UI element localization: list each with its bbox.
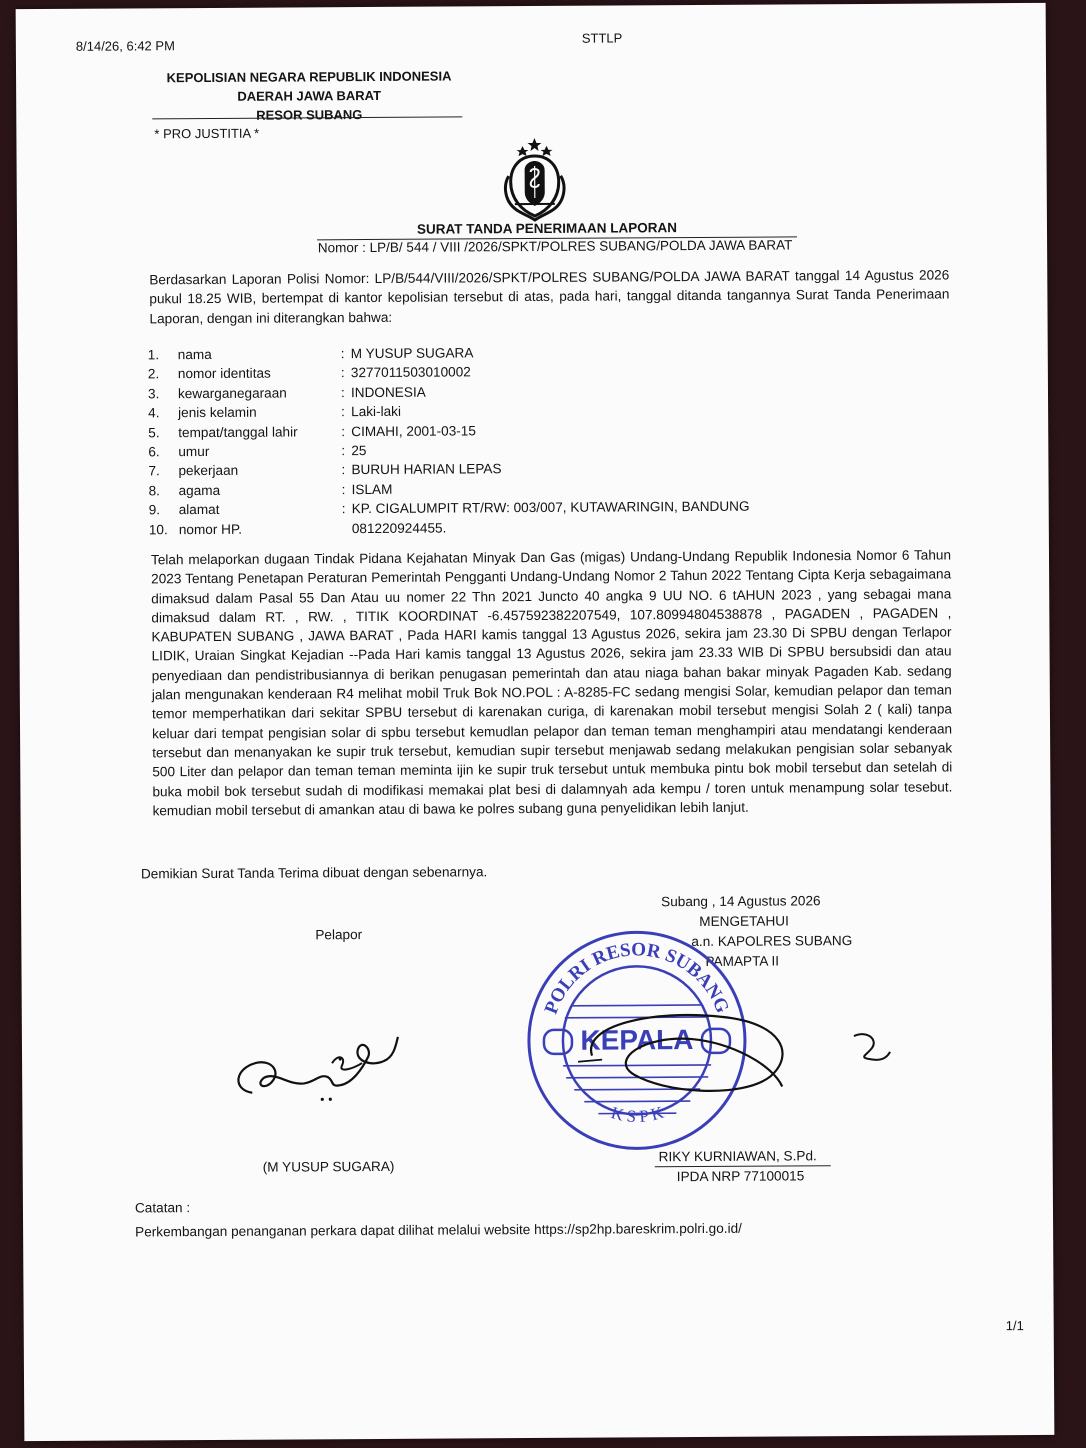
row-value: ISLAM xyxy=(351,481,393,497)
row-value: 3277011503010002 xyxy=(350,364,471,381)
row-value: M YUSUP SUGARA xyxy=(350,345,474,362)
row-separator: : xyxy=(341,404,345,420)
notes-label: Catatan : xyxy=(134,1200,191,1216)
reporter-identity-list xyxy=(148,342,750,540)
polri-emblem-icon xyxy=(500,136,569,222)
officer-rank-id: IPDA NRP 77100015 xyxy=(676,1168,805,1185)
row-value: 081220924455. xyxy=(351,520,447,536)
page-number: 1/1 xyxy=(1005,1318,1024,1334)
print-timestamp: 8/14/26, 6:42 PM xyxy=(75,38,175,54)
officer-signature xyxy=(572,994,893,1106)
notes-text: Perkembangan penanganan perkara dapat dilihat melalui website https://sp2hp.bareskrim.polri.go.id/ xyxy=(135,1220,742,1240)
row-separator xyxy=(342,519,352,538)
stamp-center-text: KEPALA xyxy=(580,1024,694,1056)
row-number: 8. xyxy=(148,483,160,499)
row-value: Laki-laki xyxy=(351,404,402,420)
row-number: 2. xyxy=(147,366,160,382)
agency-line-1: KEPOLISIAN NEGARA REPUBLIK INDONESIA xyxy=(166,68,452,86)
row-value: 25 xyxy=(351,443,367,459)
agency-line-3: RESOR SUBANG xyxy=(256,107,363,123)
incident-narrative: Telah melaporkan dugaan Tindak Pidana Kejahatan Minyak Dan Gas (migas) Undang-Undang Republik Indonesia Nomor 6 Tahun 2023 Tentang Penetapan Peraturan Pemerintah Pengganti Undang-Undang Nomor 2 Tahun 2022 Tentang Cipta Kerja sebagaimana dimaksud dalam Pasal 55 Dan Atau uu nomer 22 Thn 2021 Juncto 40 angka 9 UU NO. 6 tAHUN 2023 , yang sebagai mana dimaksud dalam RT. , RW. , TITIK KOORDINAT -6.457592382207549, 107.80994804538878 , PAGADEN , PAGADEN , KABUPATEN SUBANG , JAWA BARAT , Pada HARI kamis tanggal 13 Agustus 2026, sekira jam 23.30 Di SPBU dengan Terlapor LIDIK, Uraian Singkat Kejadian --Pada Hari kamis tanggal 13 Agustus 2026, sekira jam 23.33 WIB Di SPBU bersubsidi dan atau penyediaan dan pendistribusiannya di berikan penugasan pemerintah dan atau niaga bahan bakar minyak Pagaden Kab. sedang jalan mengunakan kenderaan R4 melihat mobil Truk Bok NO.POL : A-8285-FC sedang mengisi Solar, kemudian pelapor dan teman temor memperhatikan dari sekitar SPBU tersebut di karenakan curiga, di karenakan mobil tersebut mengisi Solah 2 ( kali) tanpa keluar dari tempat pengisian solar di spbu tersebut kemudlan pelapor dan teman teman menghampiri atau mendatangi kenderaan tersebut dan menanyakan ke supir truk tersebut, kemudian supir tersebut menjawab sedang melakukan pengisian solar sebanyak 500 Liter dan pelapor dan teman teman meminta ijin ke supir truk tersebut untuk membuka pintu bok mobil tersebut dan setelah di buka mobil bok tersebut sudah di modifikasi memakai plat besi di dalamnyah ada kempu / toren untuk menampung solar tesebut. kemudian mobil tersebut di amankan atau di bawa ke polres subang guna penyelidikan lebih lanjut. xyxy=(150,547,953,819)
office-label: a.n. KAPOLRES SUBANG xyxy=(691,933,853,950)
row-separator: : xyxy=(341,423,346,439)
row-separator: : xyxy=(340,346,345,362)
row-number: 10. xyxy=(148,521,168,538)
closing-statement: Demikian Surat Tanda Terima dibuat dengan sebenarnya. xyxy=(140,864,488,882)
row-label: alamat xyxy=(178,502,220,518)
row-number: 5. xyxy=(148,424,160,440)
row-label: agama xyxy=(178,482,221,499)
acknowledged-label: MENGETAHUI xyxy=(699,913,789,930)
reporter-label: Pelapor xyxy=(315,927,363,943)
identity-row xyxy=(149,516,750,539)
deputy-label: PAMAPTA II xyxy=(705,953,780,969)
agency-line-2: DAERAH JAWA BARAT xyxy=(237,87,382,104)
reporter-signature xyxy=(212,1017,413,1108)
row-value: CIMAHI, 2001-03-15 xyxy=(351,422,476,439)
row-separator: : xyxy=(341,481,346,498)
document-title: SURAT TANDA PENERIMAAN LAPORAN xyxy=(416,220,678,237)
identity-row xyxy=(149,497,750,520)
document-code: STTLP xyxy=(581,30,623,46)
row-label: nomor HP. xyxy=(178,521,243,537)
row-label: pekerjaan xyxy=(178,463,239,479)
row-label: tempat/tanggal lahir xyxy=(178,424,298,440)
row-separator: : xyxy=(340,365,345,381)
svg-text:K S P K xyxy=(609,1102,667,1126)
intro-paragraph: Berdasarkan Laporan Polisi Nomor: LP/B/544/VIII/2026/SPKT/POLRES SUBANG/POLDA JAWA BARAT tanggal 14 Agustus 2026 pukul 18.25 WIB, bertempat di kantor kepolisian tersebut di atas, pada hari, tanggal ditanda tangannya Surat Tanda Penerimaan Laporan, dengan ini diterangkan bahwa: xyxy=(149,267,950,326)
document-number: Nomor : LP/B/ 544 / VIII /2026/SPKT/POLRES SUBANG/POLDA JAWA BARAT xyxy=(317,237,793,256)
row-value: KP. CIGALUMPIT RT/RW: 003/007, KUTAWARINGIN, BANDUNG xyxy=(351,498,750,517)
row-separator: : xyxy=(341,443,346,459)
row-number: 3. xyxy=(147,386,160,402)
row-number: 1. xyxy=(147,347,160,363)
row-number: 6. xyxy=(148,444,160,460)
row-value: INDONESIA xyxy=(350,384,426,400)
row-separator: : xyxy=(340,384,345,400)
row-label: nomor identitas xyxy=(177,366,271,382)
row-label: nama xyxy=(177,346,212,363)
row-label: jenis kelamin xyxy=(178,404,257,421)
stamp-bottom-text: K S P K xyxy=(609,1102,666,1127)
row-number: 7. xyxy=(148,463,160,479)
row-separator: : xyxy=(341,501,346,517)
row-label: umur xyxy=(178,444,210,460)
document-page xyxy=(16,3,1055,1441)
row-number: 9. xyxy=(148,502,161,518)
stamp-top-text: POLRI RESOR SUBANG xyxy=(540,939,733,1017)
row-separator: : xyxy=(341,462,346,478)
classification-label: * PRO JUSTITIA * xyxy=(154,125,260,142)
row-value: BURUH HARIAN LEPAS xyxy=(351,461,502,478)
row-number: 4. xyxy=(148,405,160,421)
officer-name-underline xyxy=(655,1165,831,1167)
officer-name: RIKY KURNIAWAN, S.Pd. xyxy=(658,1148,817,1165)
place-date: Subang , 14 Agustus 2026 xyxy=(661,893,821,910)
row-label: kewarganegaraan xyxy=(177,385,287,401)
reporter-name: (M YUSUP SUGARA) xyxy=(262,1158,395,1175)
